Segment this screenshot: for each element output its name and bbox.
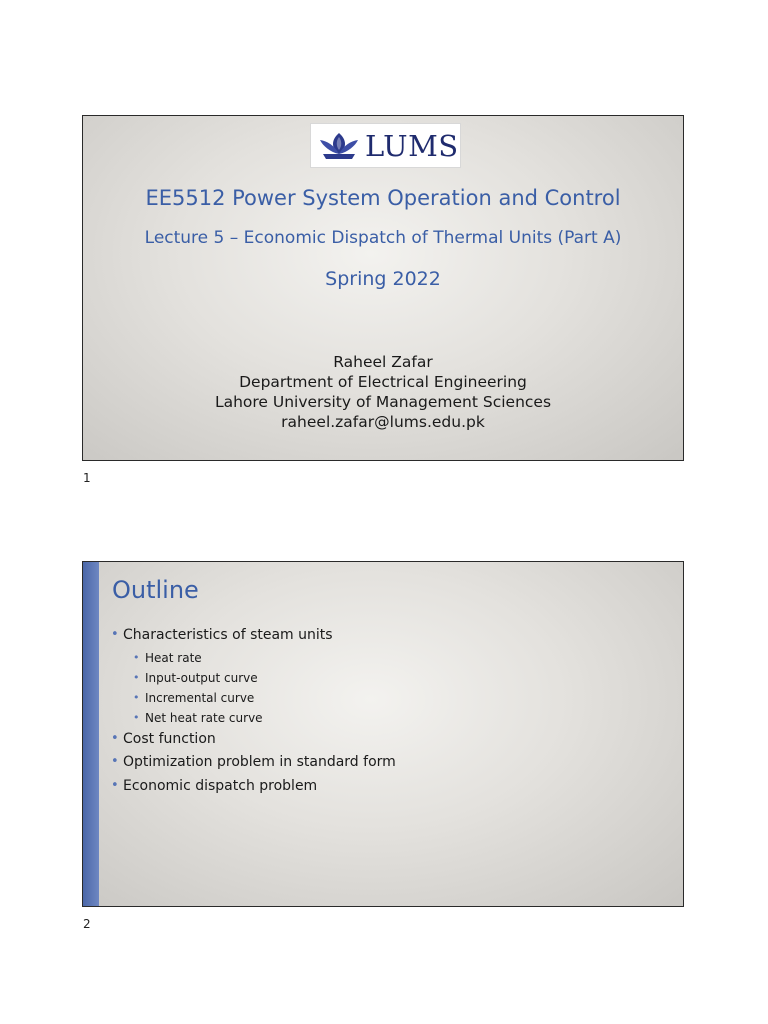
outline-item-text: Cost function (123, 730, 216, 747)
term-label: Spring 2022 (325, 268, 441, 290)
outline-item (111, 688, 396, 708)
outline-item-text: Optimization problem in standard form (123, 754, 396, 770)
accent-bar (83, 562, 99, 906)
outline-item-text: Characteristics of steam units (123, 627, 333, 643)
outline-slide (82, 561, 684, 907)
bullet-dot-icon: • (133, 710, 140, 724)
author-email: raheel.zafar@lums.edu.pk (281, 413, 485, 431)
author-department: Department of Electrical Engineering (239, 373, 527, 391)
outline-item (111, 668, 396, 688)
lecture-subtitle: Lecture 5 – Economic Dispatch of Thermal Units (Part A) (144, 228, 622, 248)
bullet-dot-icon: • (111, 777, 119, 793)
bullet-dot-icon: • (111, 754, 119, 769)
bullet-dot-icon: • (133, 690, 140, 704)
author-university: Lahore University of Management Sciences (214, 393, 552, 411)
bullet-dot-icon: • (111, 730, 119, 746)
outline-item (111, 728, 396, 752)
author-name: Raheel Zafar (333, 353, 433, 371)
page-number: 2 (83, 917, 91, 931)
bullet-dot-icon: • (133, 670, 140, 684)
outline-item (111, 708, 396, 728)
outline-item-text: Net heat rate curve (145, 710, 263, 725)
outline-item-text: Heat rate (145, 650, 202, 665)
outline-item-text: Input-output curve (145, 670, 258, 685)
outline-item (111, 648, 396, 668)
lotus-logo-icon (317, 130, 361, 162)
author-block (83, 352, 683, 432)
outline-item-text: Incremental curve (145, 690, 255, 705)
lums-logo (310, 123, 461, 168)
title-slide (82, 115, 684, 461)
bullet-dot-icon: • (111, 627, 119, 642)
outline-item (111, 775, 396, 799)
outline-item (111, 624, 396, 648)
outline-list (111, 624, 396, 798)
bullet-dot-icon: • (133, 650, 140, 664)
logo-text: LUMS (365, 129, 459, 163)
outline-item (111, 751, 396, 775)
outline-item-text: Economic dispatch problem (123, 777, 318, 794)
page-number: 1 (83, 471, 91, 485)
course-title: EE5512 Power System Operation and Control (145, 186, 621, 210)
slide-title: Outline (112, 576, 199, 604)
